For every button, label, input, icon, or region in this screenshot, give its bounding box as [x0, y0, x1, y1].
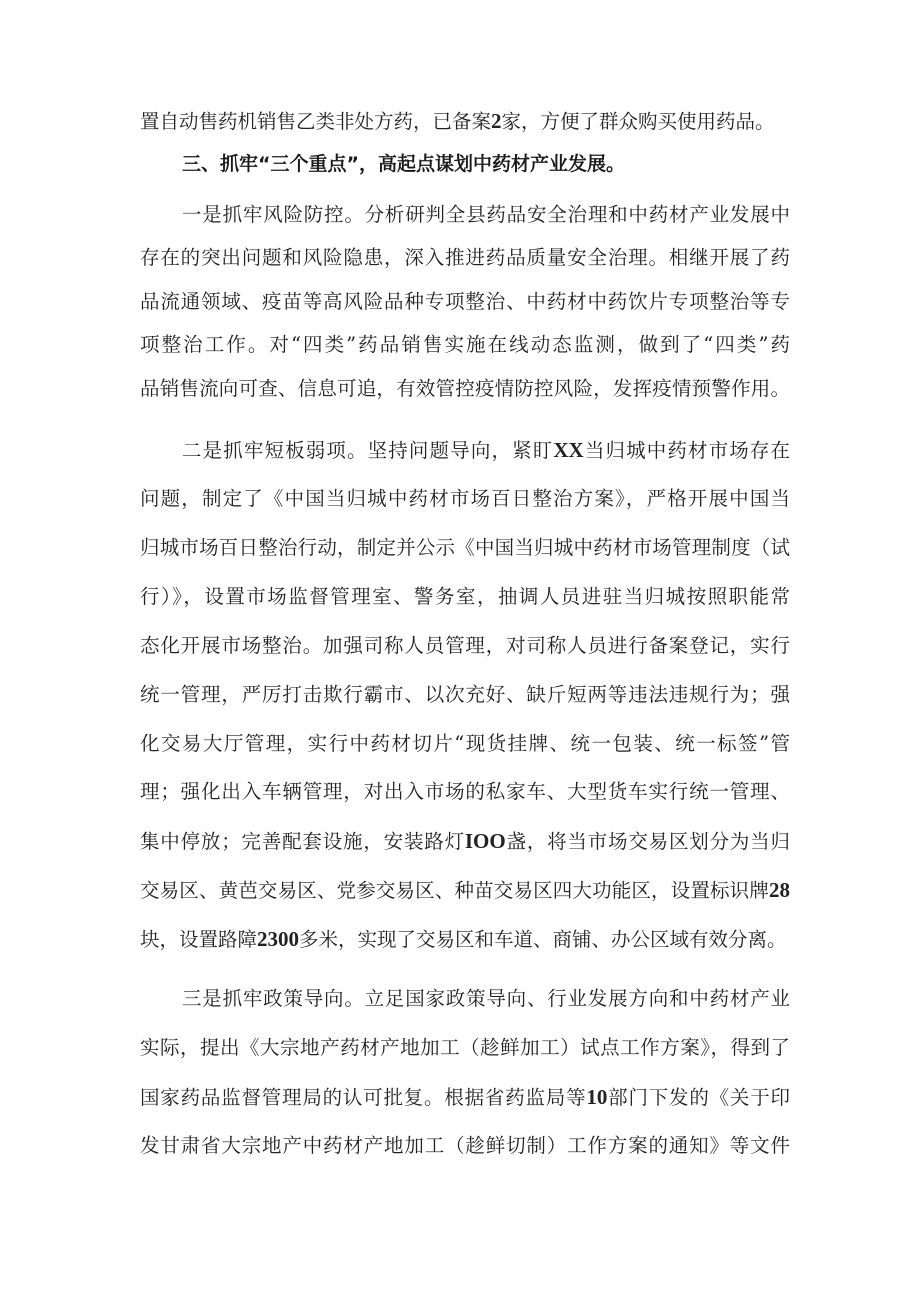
- paragraph-line: 统一管理，严厉打击欺行霸市、以次充好、缺斤短两等违法违规行为；强: [140, 683, 790, 706]
- paragraph-line: 态化开展市场整治。加强司称人员管理，对司称人员进行备案登记，实行: [140, 634, 790, 657]
- paragraph-line: 实际，提出《大宗地产药材产地加工（趁鲜加工）试点工作方案》，得到了: [140, 1036, 790, 1059]
- paragraph-line: 行）》，设置市场监督管理室、警务室，抽调人员进驻当归城按照职能常: [140, 585, 790, 608]
- paragraph-line: 二是抓牢短板弱项。坚持问题导向，紧盯XX当归城中药材市场存在: [182, 438, 790, 462]
- paragraph-line: 理；强化出入车辆管理，对出入市场的私家车、大型货车实行统一管理、: [140, 780, 790, 803]
- paragraph-line: 品流通领域、疫苗等高风险品种专项整治、中药材中药饮片专项整治等专: [140, 290, 790, 313]
- paragraph-line: 集中停放；完善配套设施，安装路灯IOO盏，将当市场交易区划分为当归: [140, 829, 790, 853]
- paragraph-line: 归城市场百日整治行动，制定并公示《中国当归城中药材市场管理制度（试: [140, 536, 790, 559]
- paragraph-line: 发甘肃省大宗地产中药材产地加工（趁鲜切制）工作方案的通知》等文件: [140, 1134, 790, 1157]
- paragraph-line: 问题，制定了《中国当归城中药材市场百日整治方案》，严格开展中国当: [140, 487, 790, 510]
- paragraph-line: 一是抓牢风险防控。分析研判全县药品安全治理和中药材产业发展中: [182, 203, 790, 226]
- paragraph-line: 化交易大厅管理，实行中药材切片“现货挂牌、统一包装、统一标签”管: [140, 732, 790, 755]
- paragraph-line: 存在的突出问题和风险隐患，深入推进药品质量安全治理。相继开展了药: [140, 246, 790, 269]
- paragraph-line: 国家药品监督管理局的认可批复。根据省药监局等10部门下发的《关于印: [140, 1085, 790, 1109]
- section-heading: 三、抓牢“三个重点”，高起点谋划中药材产业发展。: [182, 153, 625, 175]
- paragraph-line: 块，设置路障2300多米，实现了交易区和车道、商铺、办公区域有效分离。: [140, 927, 787, 951]
- paragraph-line: 项整治工作。对“四类”药品销售实施在线动态监测，做到了“四类”药: [140, 333, 790, 356]
- paragraph-line: 交易区、黄芭交易区、党参交易区、种苗交易区四大功能区，设置标识牌28: [140, 878, 790, 902]
- paragraph-line: 三是抓牢政策导向。立足国家政策导向、行业发展方向和中药材产业: [182, 987, 790, 1010]
- paragraph-line: 品销售流向可查、信息可追，有效管控疫情防控风险，发挥疫情预警作用。: [140, 377, 790, 400]
- paragraph-line: 置自动售药机销售乙类非处方药，已备案2家，方便了群众购买使用药品。: [140, 109, 775, 133]
